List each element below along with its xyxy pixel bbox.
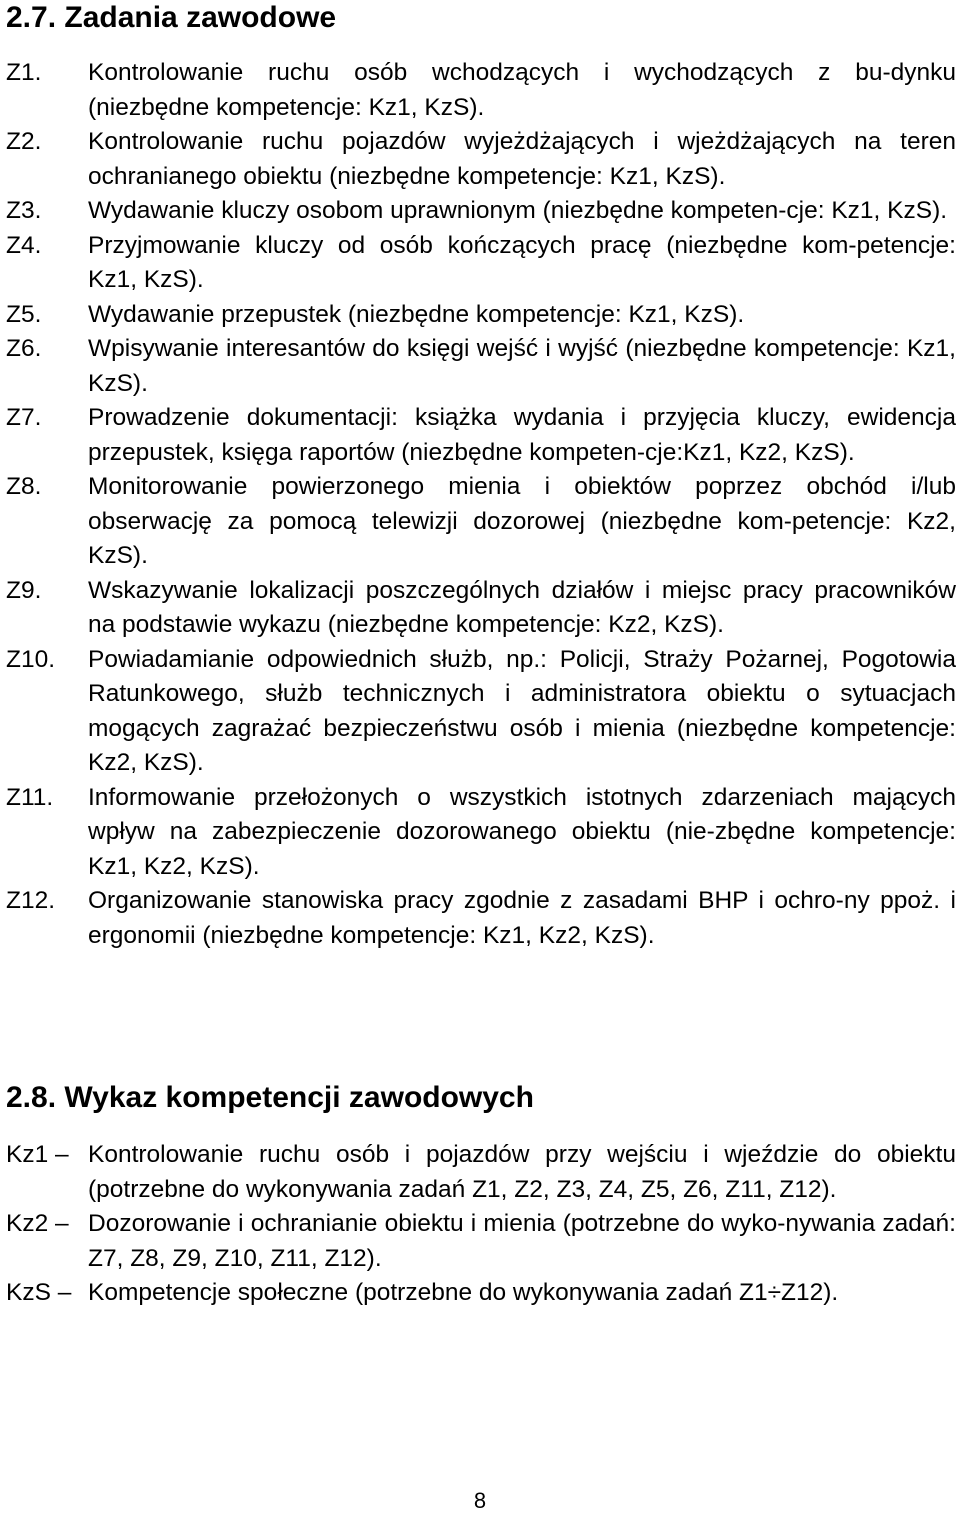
task-number: Z7.	[6, 404, 42, 431]
task-text: Wydawanie kluczy osobom uprawnionym (niezbędne kompeten-cje: Kz1, KzS).	[88, 197, 948, 224]
task-number: Z5.	[6, 300, 42, 328]
task-text: Kontrolowanie ruchu pojazdów wyjeżdżających i wjeżdżających na teren ochranianego obiektu (niezbędne kompetencje: Kz1, KzS).	[88, 128, 956, 190]
list-item	[6, 298, 956, 333]
competency-list	[6, 1138, 956, 1311]
task-number: Z10.	[6, 645, 56, 673]
section-heading-tasks: 2.7. Zadania zawodowe	[6, 1, 337, 34]
task-text: Wpisywanie interesantów do księgi wejść i wyjść (niezbędne kompetencje: Kz1, KzS).	[88, 335, 956, 397]
competency-text: Kompetencje społeczne (potrzebne do wykonywania zadań Z1÷Z12).	[88, 1279, 839, 1306]
task-text: Przyjmowanie kluczy od osób kończących pracę (niezbędne kom-petencje: Kz1, KzS).	[88, 231, 956, 293]
list-item	[6, 194, 956, 229]
list-item	[6, 1207, 956, 1276]
task-text: Informowanie przełożonych o wszystkich istotnych zdarzeniach mających wpływ na zabezpieczenie dozorowanego obiektu (nie-zbędne kompetencje: Kz1, Kz2, KzS).	[88, 783, 956, 880]
task-text: Wydawanie przepustek (niezbędne kompetencje: Kz1, KzS).	[88, 300, 745, 328]
task-text: Kontrolowanie ruchu osób wchodzących i wychodzących z bu-dynku (niezbędne kompetencje: Kz1, KzS).	[88, 59, 956, 121]
list-item	[6, 884, 956, 953]
task-text: Wskazywanie lokalizacji poszczególnych działów i miejsc pracy pracowników na podstawie wykazu (niezbędne kompetencje: Kz2, KzS).	[88, 576, 956, 638]
list-item	[6, 643, 956, 781]
task-number: Z11.	[6, 783, 54, 811]
task-text: Powiadamianie odpowiednich służb, np.: Policji, Straży Pożarnej, Pogotowia Ratunkowego, służb technicznych i administratora obiektu o sytuacjach mogących zagrażać bezpieczeństwu osób i mienia (niezbędne kompetencje: Kz2, KzS).	[88, 645, 956, 776]
list-item	[6, 470, 956, 574]
list-item	[6, 574, 956, 643]
list-item	[6, 781, 956, 885]
competency-text: Kontrolowanie ruchu osób i pojazdów przy wejściu i wjeździe do obiektu (potrzebne do wykonywania zadań Z1, Z2, Z3, Z4, Z5, Z6, Z11, Z12).	[88, 1141, 956, 1203]
competency-text: Dozorowanie i ochranianie obiektu i mienia (potrzebne do wyko-nywania zadań: Z7, Z8, Z9, Z10, Z11, Z12).	[88, 1210, 956, 1272]
task-number: Z4.	[6, 231, 42, 259]
section-heading-competencies: 2.8. Wykaz kompetencji zawodowych	[6, 1081, 534, 1114]
list-item	[6, 401, 956, 470]
list-item	[6, 1138, 956, 1207]
competency-code: Kz1 –	[6, 1141, 69, 1168]
task-number: Z8.	[6, 473, 42, 500]
task-text: Organizowanie stanowiska pracy zgodnie z zasadami BHP i ochro-ny ppoż. i ergonomii (niezbędne kompetencje: Kz1, Kz2, KzS).	[88, 887, 956, 949]
task-number: Z1.	[6, 59, 42, 86]
task-text: Monitorowanie powierzonego mienia i obiektów poprzez obchód i/lub obserwację za pomocą telewizji dozorowej (niezbędne kom-petencje: Kz2, KzS).	[88, 473, 956, 569]
list-item	[6, 56, 956, 125]
task-number: Z6.	[6, 335, 42, 362]
page-number: 8	[473, 1488, 487, 1513]
task-text: Prowadzenie dokumentacji: książka wydania i przyjęcia kluczy, ewidencja przepustek, księga raportów (niezbędne kompeten-cje:Kz1, Kz2, KzS).	[88, 404, 956, 466]
list-item	[6, 229, 956, 298]
competency-code: Kz2 –	[6, 1210, 69, 1237]
task-number: Z9.	[6, 576, 42, 604]
task-list	[6, 56, 956, 953]
list-item	[6, 332, 956, 401]
competency-code: KzS –	[6, 1279, 72, 1306]
list-item	[6, 125, 956, 194]
list-item	[6, 1276, 956, 1311]
task-number: Z12.	[6, 887, 56, 914]
task-number: Z2.	[6, 128, 42, 155]
task-number: Z3.	[6, 197, 42, 224]
